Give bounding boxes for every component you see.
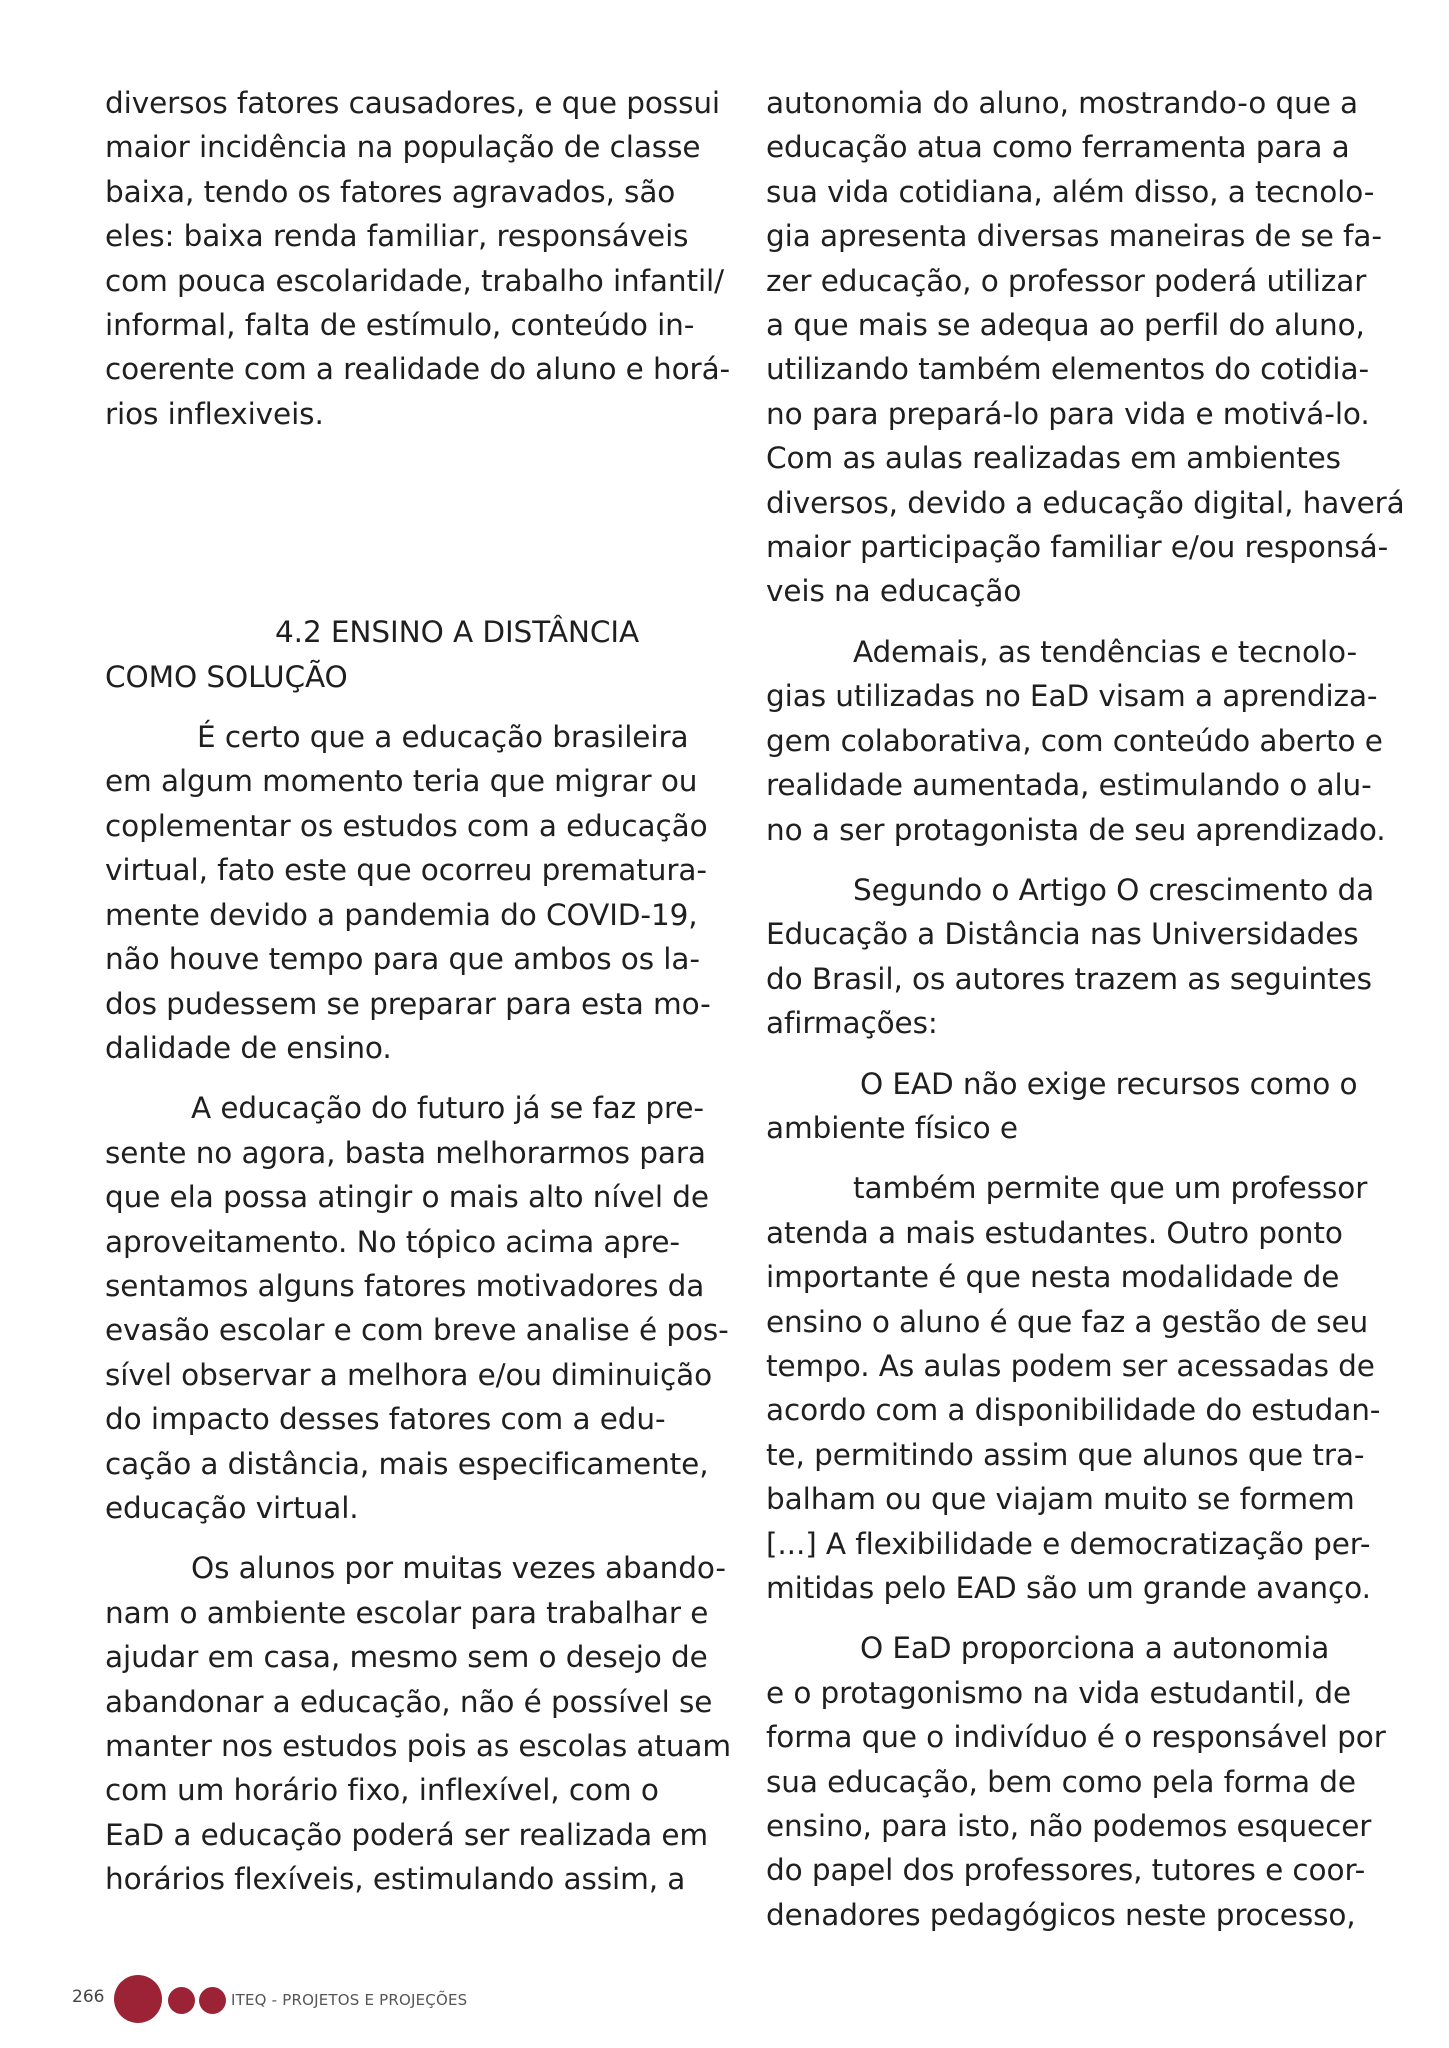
text-line: nam o ambiente escolar para trabalhar e — [105, 1595, 709, 1630]
text-line: gem colaborativa, com conteúdo aberto e — [766, 723, 1383, 758]
text-line: dos pudessem se preparar para esta mo- — [105, 986, 711, 1021]
paragraph — [105, 715, 711, 1070]
text-line: aproveitamento. No tópico acima apre- — [105, 1224, 680, 1259]
text-line: utilizando também elementos do cotidia- — [766, 352, 1369, 387]
text-line: acordo com a disponibilidade do estudan- — [766, 1393, 1381, 1428]
paragraph — [766, 868, 1375, 1046]
text-line: virtual, fato este que ocorreu prematura- — [105, 853, 707, 888]
text-line: baixa, tendo os fatores agravados, são — [105, 174, 676, 209]
text-line: gia apresenta diversas maneiras de se fa- — [766, 219, 1382, 254]
text-line: em algum momento teria que migrar ou — [105, 764, 698, 799]
text-line: coerente com a realidade do aluno e horá- — [105, 352, 731, 387]
text-line: EaD a educação poderá ser realizada em — [105, 1817, 709, 1852]
text-line: tempo. As aulas podem ser acessadas de — [766, 1348, 1375, 1383]
text-line: afirmações: — [766, 1006, 938, 1041]
text-line: diversos fatores causadores, e que possui — [105, 86, 721, 120]
text-line: manter nos estudos pois as escolas atuam — [105, 1729, 732, 1763]
text-line: do impacto desses fatores com a edu- — [105, 1402, 666, 1437]
text-line: no para prepará-lo para vida e motivá-lo. — [766, 396, 1370, 431]
text-line: coplementar os estudos com a educação — [105, 808, 708, 843]
text-line: com pouca escolaridade, trabalho infantil/ — [105, 263, 724, 298]
text-line: diversos, devido a educação digital, haverá — [766, 485, 1405, 520]
text-line: Ademais, as tendências e tecnolo- — [853, 634, 1358, 669]
text-line: ambiente físico e — [766, 1110, 1018, 1145]
text-line: [...] A flexibilidade e democratização per- — [766, 1526, 1371, 1561]
paragraph — [766, 1626, 1386, 1937]
block-quote — [766, 1166, 1381, 1610]
heading-line: COMO SOLUÇÃO — [105, 659, 348, 694]
text-line: veis na educação — [766, 574, 1022, 609]
heading-line: 4.2 ENSINO A DISTÂNCIA — [275, 615, 640, 650]
text-line: forma que o indivíduo é o responsável por — [766, 1720, 1386, 1755]
text-line: balham ou que viajam muito se formem — [766, 1482, 1355, 1517]
right-column — [766, 81, 1405, 1937]
text-line: te, permitindo assim que alunos que tra- — [766, 1437, 1365, 1472]
publication-title: ITEQ - PROJETOS E PROJEÇÕES — [231, 1991, 468, 2009]
text-line: mitidas pelo EAD são um grande avanço. — [766, 1571, 1371, 1605]
text-line: abandonar a educação, não é possível se — [105, 1684, 713, 1719]
block-quote — [766, 1062, 1366, 1151]
text-line: Educação a Distância nas Universidades — [766, 917, 1359, 952]
text-line: importante é que nesta modalidade de — [766, 1260, 1340, 1295]
text-line: do papel dos professores, tutores e coor- — [766, 1853, 1366, 1888]
text-line: dalidade de ensino. — [105, 1030, 392, 1065]
text-line: com um horário fixo, inflexível, com o — [105, 1773, 659, 1808]
section-heading — [105, 610, 705, 699]
text-line: educação virtual. — [105, 1490, 359, 1525]
text-line: eles: baixa renda familiar, responsáveis — [105, 219, 689, 254]
text-line: cação a distância, mais especificamente, — [105, 1446, 709, 1481]
decorative-large-dot-icon — [114, 1975, 162, 2023]
text-line: horários flexíveis, estimulando assim, a — [105, 1862, 686, 1897]
text-line: zer educação, o professor poderá utilizar — [766, 263, 1367, 298]
text-line: que ela possa atingir o mais alto nível de — [105, 1180, 709, 1215]
decorative-dot-icon — [199, 1987, 226, 2014]
text-line: Segundo o Artigo O crescimento da — [853, 872, 1375, 907]
text-line: O EAD não exige recursos como o — [860, 1066, 1358, 1101]
paragraph — [105, 1546, 732, 1901]
text-line: não houve tempo para que ambos os la- — [105, 942, 700, 977]
text-line: informal, falta de estímulo, conteúdo in- — [105, 308, 695, 343]
left-column — [105, 81, 732, 1902]
text-line: sua vida cotidiana, além disso, a tecnolo- — [766, 174, 1375, 209]
text-line: É certo que a educação brasileira — [197, 720, 689, 755]
text-line: educação atua como ferramenta para a — [766, 130, 1350, 165]
text-line: ajudar em casa, mesmo sem o desejo de — [105, 1640, 708, 1675]
text-line: rios inflexiveis. — [105, 396, 324, 431]
page-footer — [0, 1970, 1449, 2030]
text-line: atenda a mais estudantes. Outro ponto — [766, 1215, 1343, 1250]
paragraph — [766, 81, 1405, 614]
text-line: do Brasil, os autores trazem as seguintes — [766, 961, 1372, 996]
text-line: maior participação familiar e/ou responsá- — [766, 530, 1389, 565]
text-line: realidade aumentada, estimulando o alu- — [766, 768, 1372, 803]
text-line: A educação do futuro já se faz pre- — [191, 1091, 704, 1126]
text-line: sível observar a melhora e/ou diminuição — [105, 1357, 713, 1392]
text-line: autonomia do aluno, mostrando-o que a — [766, 86, 1359, 120]
text-line: Com as aulas realizadas em ambientes — [766, 441, 1341, 476]
text-line: evasão escolar e com breve analise é pos- — [105, 1313, 729, 1348]
text-line: sua educação, bem como pela forma de — [766, 1764, 1356, 1799]
text-line: denadores pedagógicos neste processo, — [766, 1897, 1356, 1932]
text-line: O EaD proporciona a autonomia — [860, 1631, 1330, 1666]
text-line: ensino, para isto, não podemos esquecer — [766, 1809, 1372, 1844]
text-line: ensino o aluno é que faz a gestão de seu — [766, 1304, 1369, 1339]
text-line: também permite que um professor — [853, 1171, 1368, 1206]
text-line: sentamos alguns fatores motivadores da — [105, 1268, 705, 1303]
paragraph — [105, 1086, 729, 1530]
text-line: gias utilizadas no EaD visam a aprendiza- — [766, 679, 1378, 714]
text-line: maior incidência na população de classe — [105, 130, 701, 165]
text-line: sente no agora, basta melhorarmos para — [105, 1135, 706, 1170]
text-line: a que mais se adequa ao perfil do aluno, — [766, 308, 1365, 343]
page-number: 266 — [72, 1987, 105, 2007]
text-line: mente devido a pandemia do COVID-19, — [105, 897, 698, 932]
text-line: Os alunos por muitas vezes abando- — [191, 1551, 726, 1586]
paragraph — [105, 81, 731, 436]
paragraph — [766, 630, 1386, 852]
text-line: e o protagonismo na vida estudantil, de — [766, 1675, 1352, 1710]
text-line: no a ser protagonista de seu aprendizado. — [766, 812, 1386, 847]
decorative-dot-icon — [168, 1987, 195, 2014]
